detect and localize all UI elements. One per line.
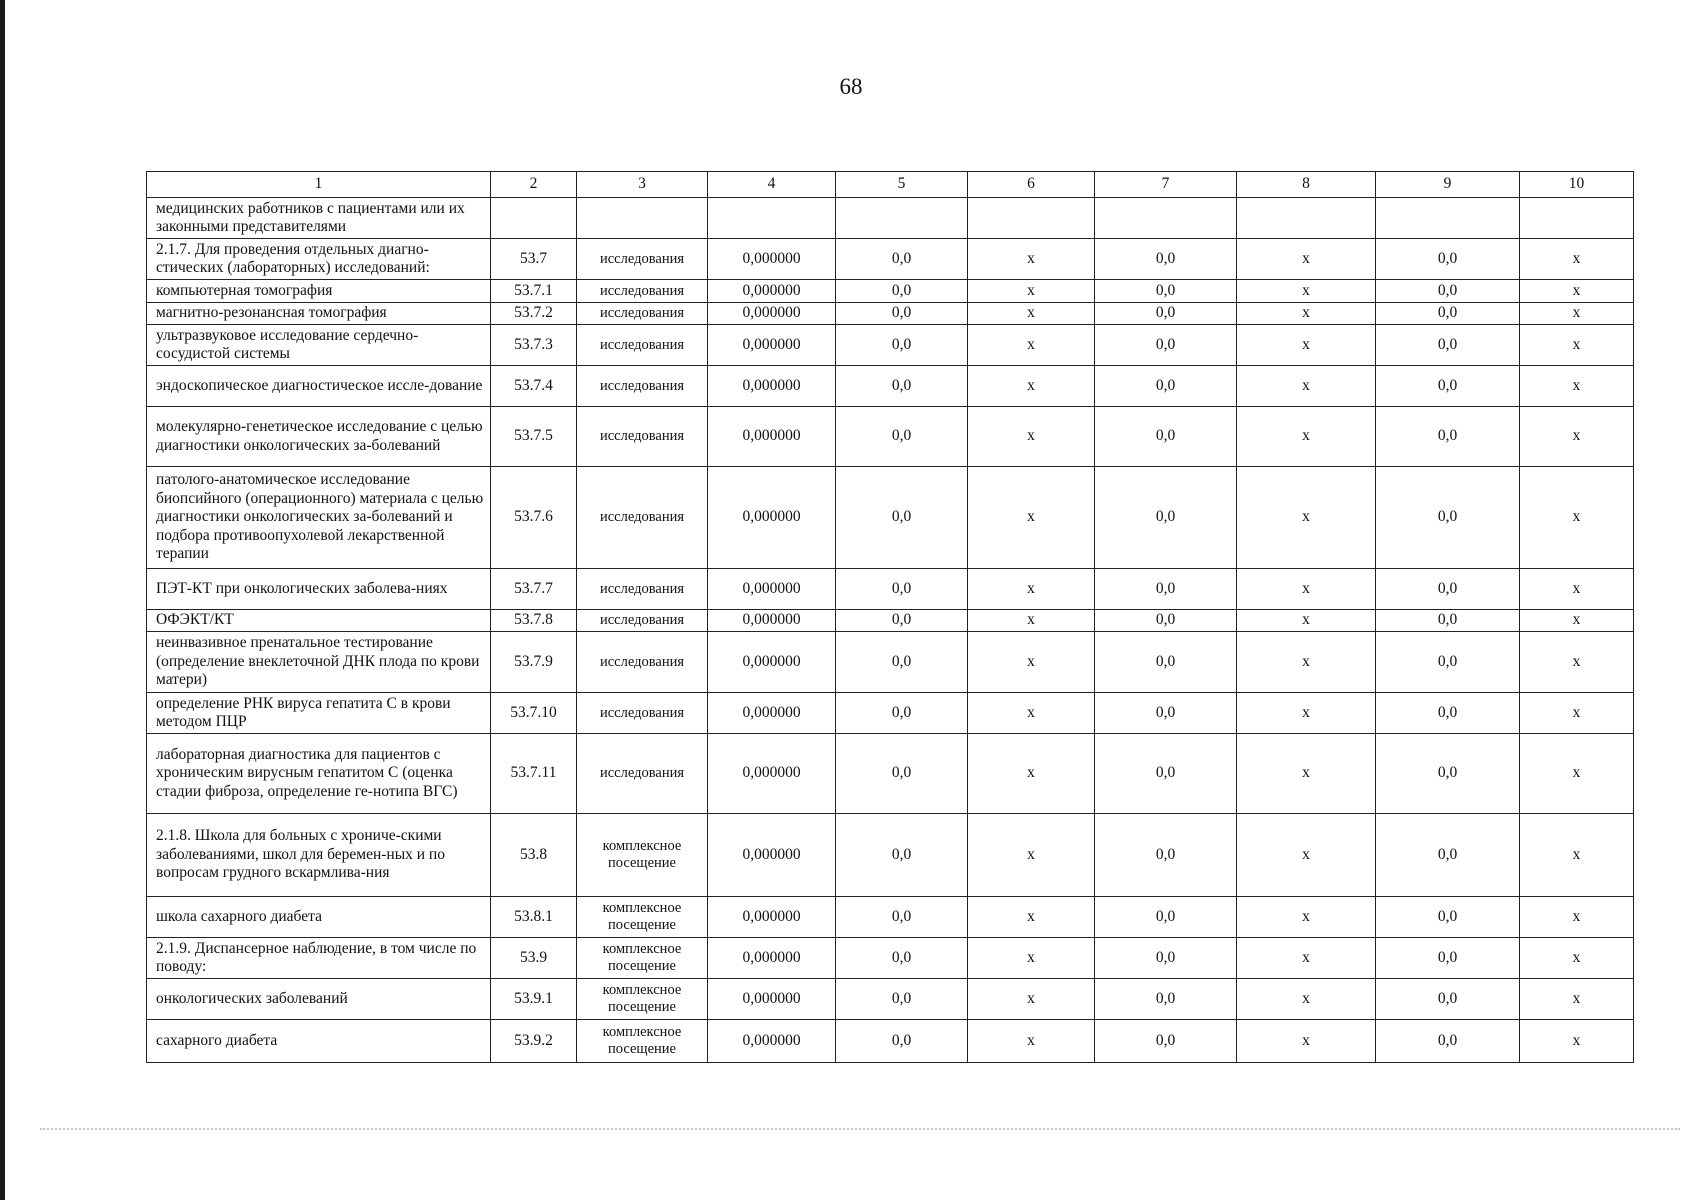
table-row — [147, 366, 1634, 407]
row-col8-cell: х — [1237, 239, 1376, 280]
table-header-row — [147, 172, 1634, 198]
row-col10-cell: х — [1520, 693, 1634, 734]
row-col9-cell: 0,0 — [1376, 610, 1520, 632]
data-table — [146, 171, 1634, 1063]
row-name-cell: определение РНК вируса гепатита С в крови методом ПЦР — [147, 693, 491, 734]
row-code-cell: 53.7.8 — [491, 610, 577, 632]
row-col10-cell: х — [1520, 407, 1634, 467]
row-col9-cell: 0,0 — [1376, 303, 1520, 325]
row-col8-cell: х — [1237, 734, 1376, 814]
row-name-cell: ОФЭКТ/КТ — [147, 610, 491, 632]
column-header: 1 — [147, 172, 491, 198]
column-header: 6 — [968, 172, 1095, 198]
table-row — [147, 814, 1634, 897]
row-col4-cell: 0,000000 — [708, 734, 836, 814]
row-col5-cell: 0,0 — [836, 610, 968, 632]
row-col4-cell: 0,000000 — [708, 303, 836, 325]
row-col5-cell: 0,0 — [836, 280, 968, 303]
row-unit-cell: исследования — [577, 366, 708, 407]
row-col9-cell: 0,0 — [1376, 897, 1520, 938]
table-row — [147, 325, 1634, 366]
row-code-cell: 53.7.3 — [491, 325, 577, 366]
row-name-cell: медицинских работников с пациентами или их законными представителями — [147, 198, 491, 239]
row-unit-cell: исследования — [577, 303, 708, 325]
row-name-cell: молекулярно-генетическое исследование с целью диагностики онкологических за-болеваний — [147, 407, 491, 467]
row-col7-cell: 0,0 — [1095, 325, 1237, 366]
row-col6-cell: х — [968, 734, 1095, 814]
row-unit-cell: исследования — [577, 693, 708, 734]
row-col6-cell: х — [968, 569, 1095, 610]
row-unit-cell: исследования — [577, 734, 708, 814]
row-code-cell: 53.7.9 — [491, 632, 577, 693]
row-col9-cell: 0,0 — [1376, 632, 1520, 693]
row-col10-cell: х — [1520, 938, 1634, 979]
row-col8-cell: х — [1237, 938, 1376, 979]
row-code-cell: 53.9.1 — [491, 979, 577, 1020]
row-col7-cell: 0,0 — [1095, 366, 1237, 407]
row-col6-cell: х — [968, 467, 1095, 569]
column-header: 2 — [491, 172, 577, 198]
row-col10-cell: х — [1520, 366, 1634, 407]
row-name-cell: 2.1.8. Школа для больных с хрониче-скими заболеваниями, школ для беремен-ных и по вопросам грудного вскармлива-ния — [147, 814, 491, 897]
row-code-cell: 53.7.2 — [491, 303, 577, 325]
row-name-cell: неинвазивное пренатальное тестирование (определение внеклеточной ДНК плода по крови матери) — [147, 632, 491, 693]
row-unit-cell: комплексное посещение — [577, 1020, 708, 1063]
row-code-cell: 53.7.4 — [491, 366, 577, 407]
column-header: 5 — [836, 172, 968, 198]
row-col8-cell: х — [1237, 280, 1376, 303]
row-col7-cell: 0,0 — [1095, 734, 1237, 814]
row-col7-cell: 0,0 — [1095, 239, 1237, 280]
row-name-cell: сахарного диабета — [147, 1020, 491, 1063]
row-col6-cell: х — [968, 407, 1095, 467]
row-col5-cell: 0,0 — [836, 632, 968, 693]
row-code-cell: 53.7 — [491, 239, 577, 280]
row-col6-cell: х — [968, 938, 1095, 979]
scan-noise-dotted-line — [40, 1128, 1680, 1132]
row-unit-cell — [577, 198, 708, 239]
row-name-cell: магнитно-резонансная томография — [147, 303, 491, 325]
row-col10-cell: х — [1520, 569, 1634, 610]
row-col8-cell: х — [1237, 407, 1376, 467]
row-col4-cell: 0,000000 — [708, 239, 836, 280]
table-row — [147, 632, 1634, 693]
table-row — [147, 280, 1634, 303]
row-col8-cell — [1237, 198, 1376, 239]
table-row — [147, 198, 1634, 239]
row-unit-cell: исследования — [577, 632, 708, 693]
row-code-cell: 53.9 — [491, 938, 577, 979]
row-col9-cell — [1376, 198, 1520, 239]
row-code-cell — [491, 198, 577, 239]
row-col7-cell: 0,0 — [1095, 467, 1237, 569]
row-col5-cell: 0,0 — [836, 1020, 968, 1063]
row-col5-cell: 0,0 — [836, 467, 968, 569]
row-col6-cell: х — [968, 280, 1095, 303]
row-col5-cell: 0,0 — [836, 897, 968, 938]
row-col9-cell: 0,0 — [1376, 1020, 1520, 1063]
row-col5-cell: 0,0 — [836, 938, 968, 979]
row-col10-cell: х — [1520, 814, 1634, 897]
row-unit-cell: исследования — [577, 467, 708, 569]
row-col7-cell: 0,0 — [1095, 632, 1237, 693]
row-col10-cell: х — [1520, 979, 1634, 1020]
row-col5-cell: 0,0 — [836, 814, 968, 897]
row-col4-cell: 0,000000 — [708, 814, 836, 897]
row-col5-cell: 0,0 — [836, 569, 968, 610]
row-col9-cell: 0,0 — [1376, 938, 1520, 979]
row-col10-cell: х — [1520, 897, 1634, 938]
row-col9-cell: 0,0 — [1376, 280, 1520, 303]
row-name-cell: лабораторная диагностика для пациентов с хроническим вирусным гепатитом С (оценка стадии фиброза, определение ге-нотипа ВГС) — [147, 734, 491, 814]
row-col8-cell: х — [1237, 693, 1376, 734]
row-code-cell: 53.7.7 — [491, 569, 577, 610]
row-col5-cell: 0,0 — [836, 325, 968, 366]
row-name-cell: ультразвуковое исследование сердечно-сосудистой системы — [147, 325, 491, 366]
row-col4-cell: 0,000000 — [708, 693, 836, 734]
row-col5-cell: 0,0 — [836, 734, 968, 814]
column-header: 8 — [1237, 172, 1376, 198]
row-col6-cell: х — [968, 239, 1095, 280]
row-code-cell: 53.7.6 — [491, 467, 577, 569]
row-col5-cell: 0,0 — [836, 366, 968, 407]
row-col4-cell: 0,000000 — [708, 280, 836, 303]
row-col5-cell — [836, 198, 968, 239]
row-col7-cell: 0,0 — [1095, 938, 1237, 979]
row-col9-cell: 0,0 — [1376, 325, 1520, 366]
row-unit-cell: комплексное посещение — [577, 979, 708, 1020]
row-code-cell: 53.8 — [491, 814, 577, 897]
row-name-cell: 2.1.9. Диспансерное наблюдение, в том числе по поводу: — [147, 938, 491, 979]
row-col4-cell: 0,000000 — [708, 938, 836, 979]
table-row — [147, 610, 1634, 632]
row-unit-cell: исследования — [577, 407, 708, 467]
row-unit-cell: комплексное посещение — [577, 814, 708, 897]
row-col10-cell — [1520, 198, 1634, 239]
row-col5-cell: 0,0 — [836, 239, 968, 280]
row-col9-cell: 0,0 — [1376, 734, 1520, 814]
row-col6-cell: х — [968, 1020, 1095, 1063]
row-col4-cell: 0,000000 — [708, 467, 836, 569]
row-code-cell: 53.7.1 — [491, 280, 577, 303]
row-code-cell: 53.7.5 — [491, 407, 577, 467]
row-col7-cell: 0,0 — [1095, 610, 1237, 632]
row-col8-cell: х — [1237, 325, 1376, 366]
row-col7-cell: 0,0 — [1095, 814, 1237, 897]
row-col10-cell: х — [1520, 280, 1634, 303]
row-unit-cell: исследования — [577, 610, 708, 632]
table-row — [147, 897, 1634, 938]
row-col10-cell: х — [1520, 610, 1634, 632]
row-col10-cell: х — [1520, 1020, 1634, 1063]
row-col10-cell: х — [1520, 325, 1634, 366]
row-col6-cell: х — [968, 979, 1095, 1020]
column-header: 3 — [577, 172, 708, 198]
row-col9-cell: 0,0 — [1376, 366, 1520, 407]
table-row — [147, 734, 1634, 814]
row-col6-cell: х — [968, 303, 1095, 325]
row-col8-cell: х — [1237, 303, 1376, 325]
row-col7-cell: 0,0 — [1095, 303, 1237, 325]
row-col6-cell: х — [968, 814, 1095, 897]
row-unit-cell: исследования — [577, 325, 708, 366]
row-col9-cell: 0,0 — [1376, 407, 1520, 467]
row-col10-cell: х — [1520, 239, 1634, 280]
row-name-cell: патолого-анатомическое исследование биопсийного (операционного) материала с целью диагностики онкологических за-болеваний и подбора противоопухолевой лекарственной терапии — [147, 467, 491, 569]
row-col4-cell: 0,000000 — [708, 569, 836, 610]
row-col4-cell: 0,000000 — [708, 632, 836, 693]
row-col4-cell: 0,000000 — [708, 1020, 836, 1063]
column-header: 10 — [1520, 172, 1634, 198]
table-row — [147, 407, 1634, 467]
row-col5-cell: 0,0 — [836, 979, 968, 1020]
table-row — [147, 1020, 1634, 1063]
row-col5-cell: 0,0 — [836, 407, 968, 467]
column-header: 4 — [708, 172, 836, 198]
row-col7-cell — [1095, 198, 1237, 239]
table-row — [147, 239, 1634, 280]
row-name-cell: 2.1.7. Для проведения отдельных диагно-стических (лабораторных) исследований: — [147, 239, 491, 280]
row-col8-cell: х — [1237, 569, 1376, 610]
row-col7-cell: 0,0 — [1095, 407, 1237, 467]
row-col7-cell: 0,0 — [1095, 979, 1237, 1020]
row-col8-cell: х — [1237, 814, 1376, 897]
row-col6-cell: х — [968, 897, 1095, 938]
row-col9-cell: 0,0 — [1376, 467, 1520, 569]
row-col6-cell: х — [968, 366, 1095, 407]
row-col10-cell: х — [1520, 734, 1634, 814]
row-col8-cell: х — [1237, 979, 1376, 1020]
row-col8-cell: х — [1237, 366, 1376, 407]
row-col6-cell: х — [968, 632, 1095, 693]
row-col9-cell: 0,0 — [1376, 239, 1520, 280]
row-col7-cell: 0,0 — [1095, 1020, 1237, 1063]
row-code-cell: 53.9.2 — [491, 1020, 577, 1063]
row-col4-cell: 0,000000 — [708, 407, 836, 467]
row-col8-cell: х — [1237, 897, 1376, 938]
row-col6-cell: х — [968, 693, 1095, 734]
table-row — [147, 693, 1634, 734]
row-col6-cell — [968, 198, 1095, 239]
row-col4-cell: 0,000000 — [708, 325, 836, 366]
row-col5-cell: 0,0 — [836, 303, 968, 325]
table-row — [147, 979, 1634, 1020]
row-col10-cell: х — [1520, 467, 1634, 569]
row-col5-cell: 0,0 — [836, 693, 968, 734]
row-name-cell: ПЭТ-КТ при онкологических заболева-ниях — [147, 569, 491, 610]
row-col7-cell: 0,0 — [1095, 693, 1237, 734]
row-col8-cell: х — [1237, 467, 1376, 569]
row-col4-cell: 0,000000 — [708, 979, 836, 1020]
row-col9-cell: 0,0 — [1376, 814, 1520, 897]
row-col6-cell: х — [968, 610, 1095, 632]
row-name-cell: эндоскопическое диагностическое иссле-дование — [147, 366, 491, 407]
scan-edge-bar — [0, 0, 5, 1200]
row-col7-cell: 0,0 — [1095, 897, 1237, 938]
table-row — [147, 303, 1634, 325]
row-col7-cell: 0,0 — [1095, 280, 1237, 303]
row-unit-cell: исследования — [577, 239, 708, 280]
row-col7-cell: 0,0 — [1095, 569, 1237, 610]
row-col10-cell: х — [1520, 303, 1634, 325]
row-col9-cell: 0,0 — [1376, 979, 1520, 1020]
row-code-cell: 53.7.10 — [491, 693, 577, 734]
row-unit-cell: комплексное посещение — [577, 938, 708, 979]
row-col6-cell: х — [968, 325, 1095, 366]
table-row — [147, 569, 1634, 610]
column-header: 7 — [1095, 172, 1237, 198]
row-col8-cell: х — [1237, 632, 1376, 693]
page-number: 68 — [839, 74, 863, 99]
column-header: 9 — [1376, 172, 1520, 198]
row-code-cell: 53.8.1 — [491, 897, 577, 938]
table-row — [147, 467, 1634, 569]
row-unit-cell: исследования — [577, 280, 708, 303]
row-col9-cell: 0,0 — [1376, 569, 1520, 610]
row-col8-cell: х — [1237, 1020, 1376, 1063]
row-col4-cell: 0,000000 — [708, 610, 836, 632]
row-col10-cell: х — [1520, 632, 1634, 693]
row-col4-cell: 0,000000 — [708, 366, 836, 407]
row-col4-cell: 0,000000 — [708, 897, 836, 938]
table-row — [147, 938, 1634, 979]
row-col4-cell — [708, 198, 836, 239]
row-col8-cell: х — [1237, 610, 1376, 632]
row-name-cell: онкологических заболеваний — [147, 979, 491, 1020]
row-code-cell: 53.7.11 — [491, 734, 577, 814]
row-name-cell: школа сахарного диабета — [147, 897, 491, 938]
row-name-cell: компьютерная томография — [147, 280, 491, 303]
row-col9-cell: 0,0 — [1376, 693, 1520, 734]
row-unit-cell: исследования — [577, 569, 708, 610]
row-unit-cell: комплексное посещение — [577, 897, 708, 938]
